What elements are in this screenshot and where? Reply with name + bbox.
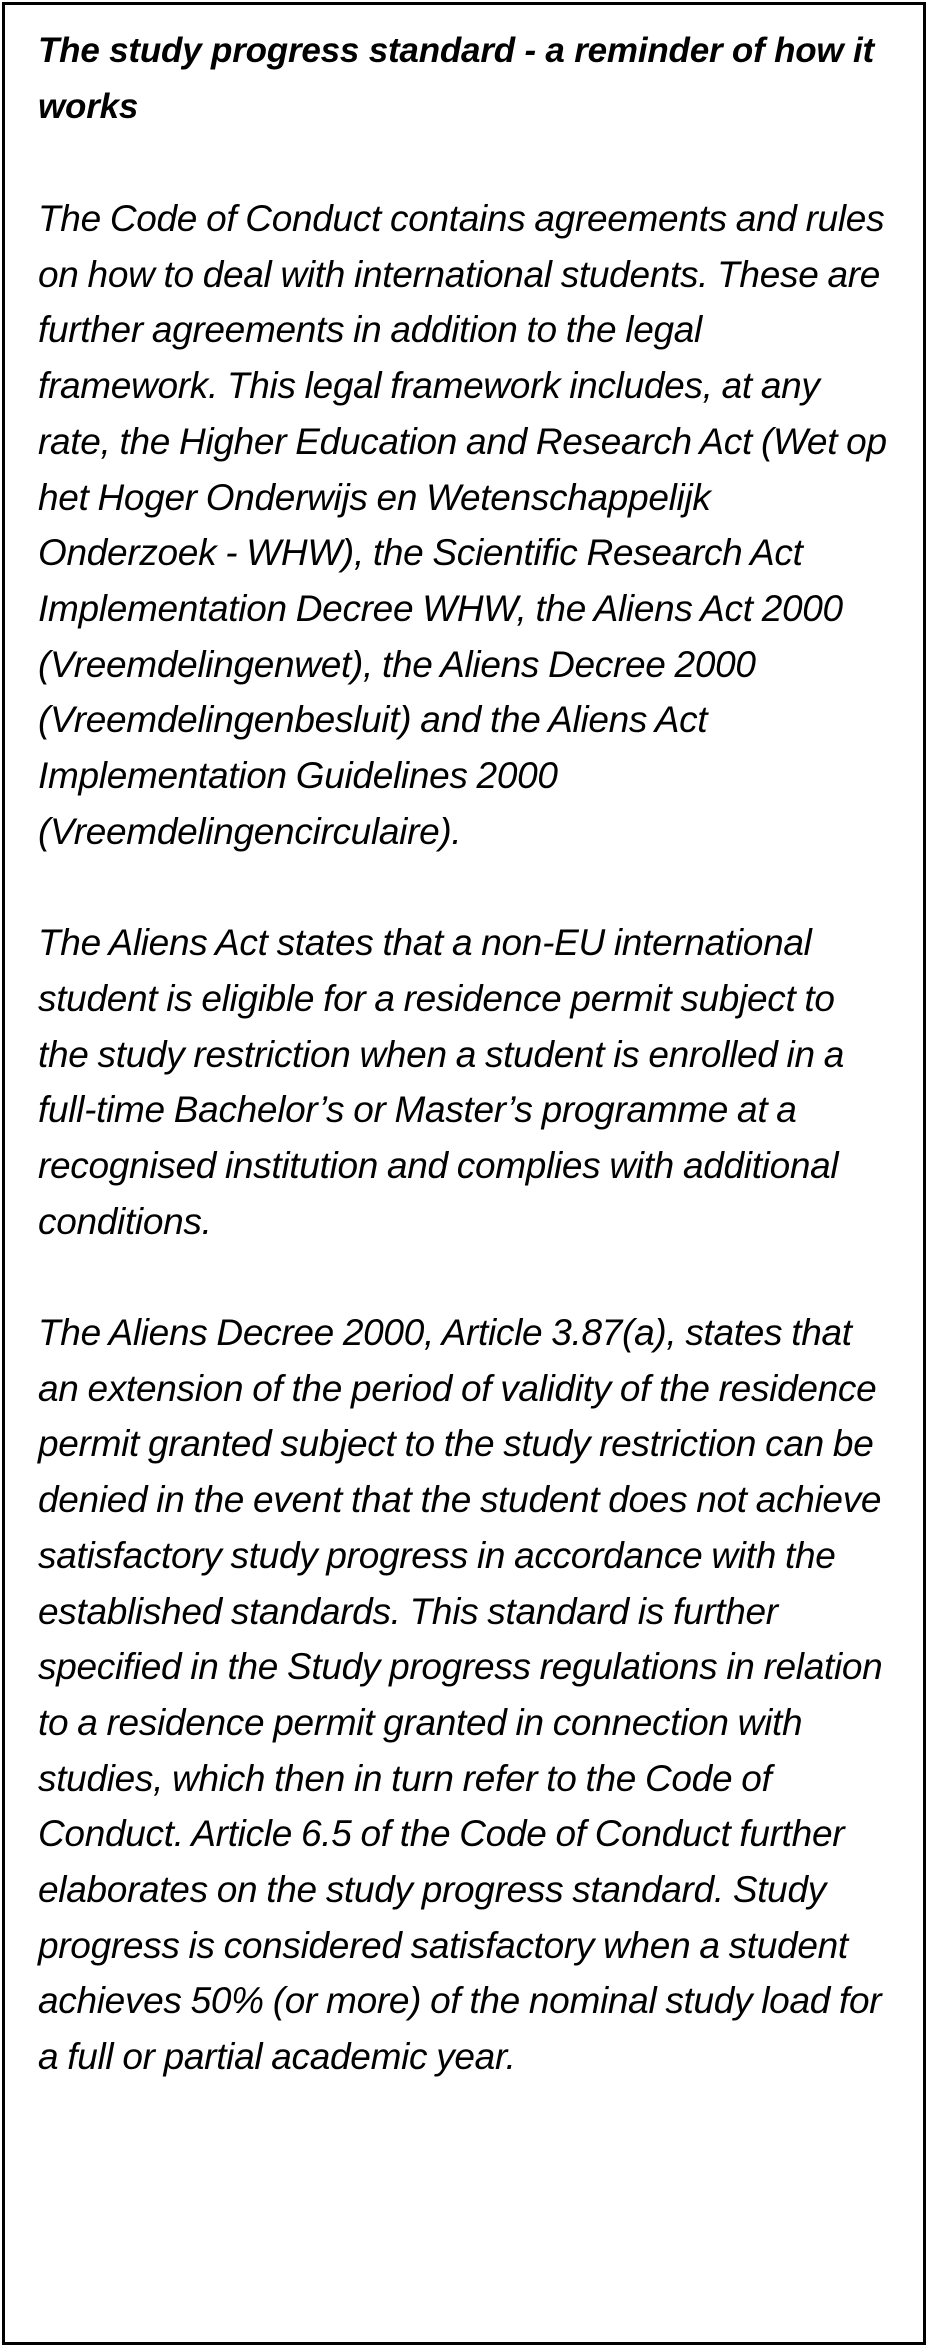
paragraph-code-of-conduct: The Code of Conduct contains agreements and rules on how to deal with international students. These are further agreements in addition to the legal framework. This legal framework includes, at any rate, the Higher Education and Research Act (Wet op het Hoger Onderwijs en Wetenschappelijk Onderzoek - WHW), the Scientific Research Act Implementation Decree WHW, the Aliens Act 2000 (Vreemdelingenwet), the Aliens Decree 2000 (Vreemdelingenbesluit) and the Aliens Act Implementation Guidelines 2000 (Vreemdelingencirculaire). bbox=[38, 198, 887, 852]
paragraph-aliens-act: The Aliens Act states that a non-EU international student is eligible for a residence permit subject to the study restriction when a student is enrolled in a full-time Bachelor’s or Master’s programme at a recognised institution and complies with additional conditions. bbox=[38, 922, 845, 1242]
text-box bbox=[2, 2, 926, 2345]
paragraph-aliens-decree: The Aliens Decree 2000, Article 3.87(a), states that an extension of the period of validity of the residence permit granted subject to the study restriction can be denied in the event that the student does not achieve satisfactory study progress in accordance with the established standards. This standard is further specified in the Study progress regulations in relation to a residence permit granted in connection with studies, which then in turn refer to the Code of Conduct. Article 6.5 of the Code of Conduct further elaborates on the study progress standard. Study progress is considered satisfactory when a student achieves 50% (or more) of the nominal study load for a full or partial academic year. bbox=[38, 1312, 883, 2078]
box-title: The study progress standard - a reminder of how it works bbox=[38, 31, 874, 126]
